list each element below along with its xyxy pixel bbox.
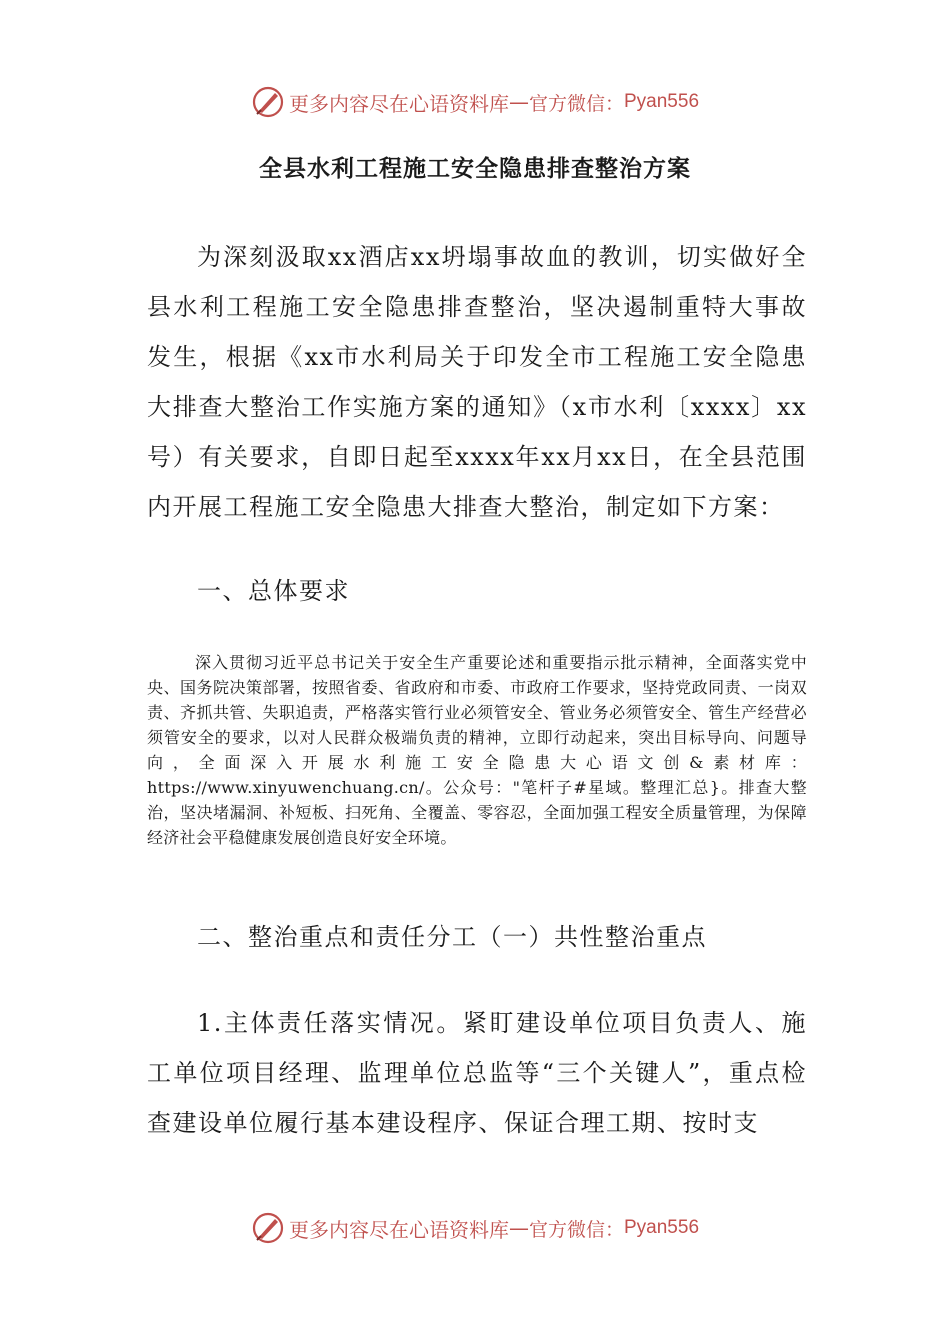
banner-slogan: 更多内容尽在心语资料库: [288, 91, 509, 116]
section1-body-block: [147, 650, 807, 850]
intro-section: [147, 232, 807, 532]
section2: [147, 912, 807, 962]
quill-pen-logo-icon: [251, 1211, 285, 1245]
banner-wechat-label: 官方微信：: [528, 92, 624, 115]
footer-banner: [0, 1208, 950, 1248]
banner-wechat-id: Pyan556: [624, 91, 700, 112]
header-banner: [0, 82, 950, 122]
banner-dash: —: [508, 90, 529, 114]
section1-body: 深入贯彻习近平总书记关于安全生产重要论述和重要指示批示精神，全面落实党中央、国务院决策部署，按照省委、省政府和市委、市政府工作要求，坚持党政同责、一岗双责、齐抓共管、失职追责，严格落实管行业必须管安全、管业务必须管安全、管生产经营必须管安全的要求，以对人民群众极端负责的精神，立即行动起来，突出目标导向、问题导向，全面深入开展水利施工安全隐患大心语文创&素材库：https://www.xinyuwenchuang.cn/。公众号："笔杆子#星域。整理汇总}。排查大整治，坚决堵漏洞、补短板、扫死角、全覆盖、零容忍，全面加强工程安全质量管理，为保障经济社会平稳健康发展创造良好安全环境。: [147, 653, 807, 847]
footer-dash: —: [508, 1216, 529, 1240]
intro-paragraph: 为深刻汲取xx酒店xx坍塌事故血的教训，切实做好全县水利工程施工安全隐患排查整治，坚决遏制重特大事故发生，根据《xx市水利局关于印发全市工程施工安全隐患大排查大整治工作实施方案的通知》（x市水利〔xxxx〕xx号）有关要求，自即日起至xxxx年xx月xx日，在全县范围内开展工程施工安全隐患大排查大整治，制定如下方案：: [147, 243, 807, 521]
footer-slogan: 更多内容尽在心语资料库: [288, 1217, 509, 1242]
document-title: 全县水利工程施工安全隐患排查整治方案: [259, 156, 691, 182]
section1-heading: 一、总体要求: [197, 577, 350, 605]
item1-block: [147, 998, 807, 1148]
section1: [147, 566, 807, 616]
footer-wechat-label: 官方微信：: [528, 1218, 624, 1241]
section2-heading: 二、整治重点和责任分工（一）共性整治重点: [197, 923, 707, 951]
footer-wechat-id: Pyan556: [624, 1217, 700, 1238]
quill-pen-logo-icon: [251, 85, 285, 119]
item1-paragraph: 1.主体责任落实情况。紧盯建设单位项目负责人、施工单位项目经理、监理单位总监等“三个关键人”，重点检查建设单位履行基本建设程序、保证合理工期、按时支: [147, 1009, 807, 1137]
